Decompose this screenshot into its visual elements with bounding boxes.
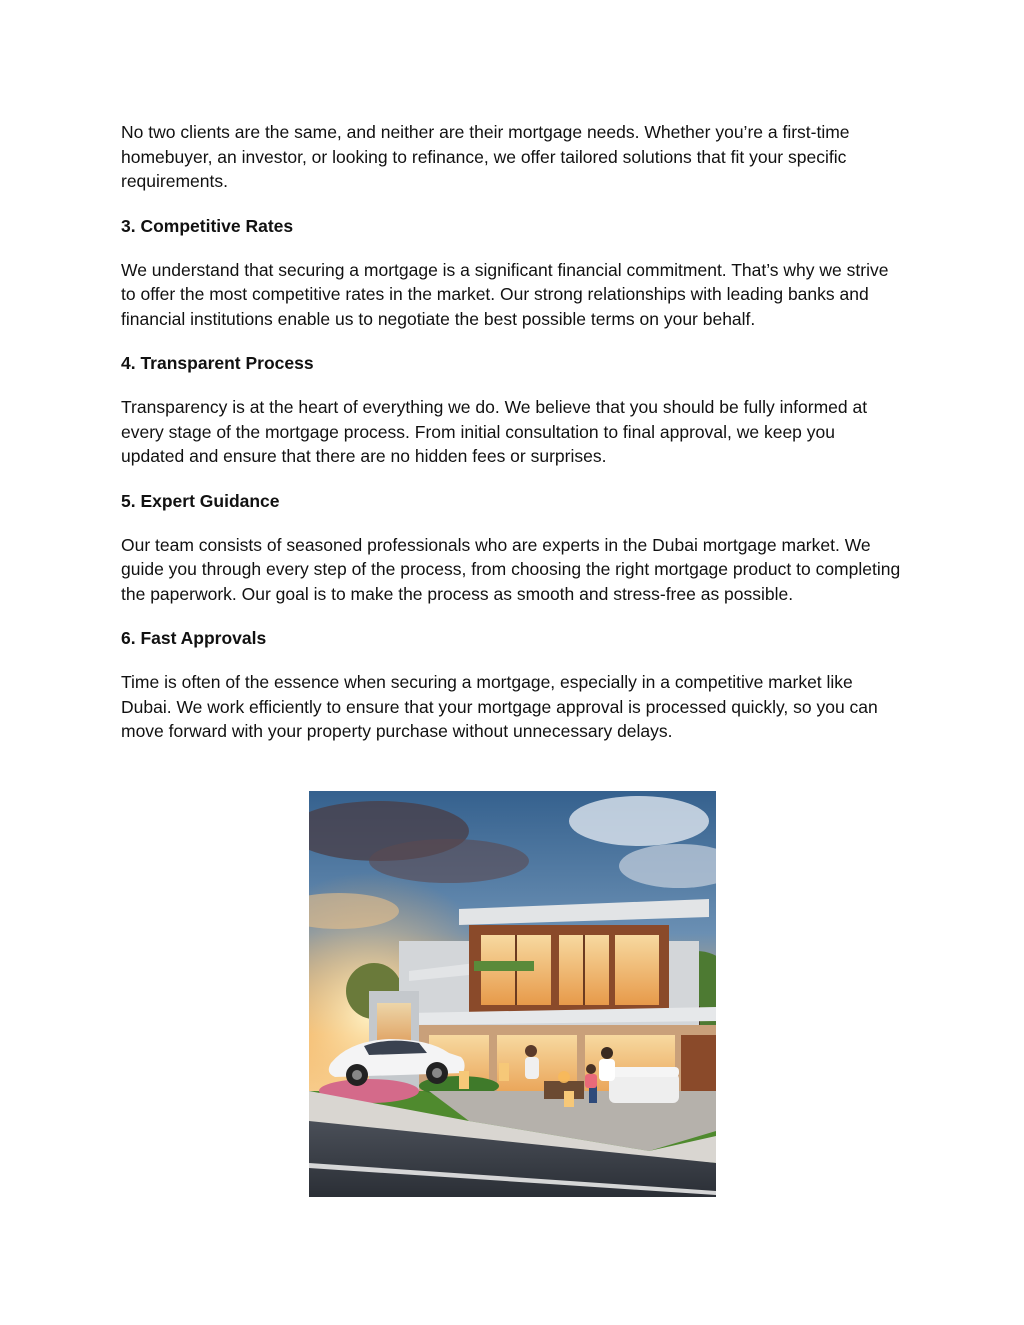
intro-paragraph: No two clients are the same, and neither are their mortgage needs. Whether you’re a first-time homebuyer, an investor, or looking to refinance, we offer tailored solutions that fit your specific requirements. bbox=[121, 122, 850, 191]
section-heading-fast-approvals: 6. Fast Approvals bbox=[121, 628, 267, 648]
document-body bbox=[121, 120, 901, 764]
section-body-transparent-process: Transparency is at the heart of everything we do. We believe that you should be fully informed at every stage of the mortgage process. From initial consultation to final approval, we keep you updated and ensure that there are no hidden fees or surprises. bbox=[121, 397, 868, 466]
house-illustration bbox=[309, 791, 716, 1197]
section-heading-transparent-process: 4. Transparent Process bbox=[121, 353, 314, 373]
section-body-expert-guidance: Our team consists of seasoned professionals who are experts in the Dubai mortgage market. We guide you through every step of the process, from choosing the right mortgage product to completing the paperwork. Our goal is to make the process as smooth and stress-free as possible. bbox=[121, 534, 901, 604]
section-body-fast-approvals: Time is often of the essence when securing a mortgage, especially in a competitive market like Dubai. We work efficiently to ensure that your mortgage approval is processed quickly, so you can move forward with your property purchase without unnecessary delays. bbox=[121, 672, 878, 741]
house-illustration-svg bbox=[309, 791, 716, 1197]
section-body-competitive-rates: We understand that securing a mortgage is a significant financial commitment. That’s why we strive to offer the most competitive rates in the market. Our strong relationships with leading banks and financial institutions enable us to negotiate the best possible terms on your behalf. bbox=[121, 259, 889, 329]
section-heading-competitive-rates: 3. Competitive Rates bbox=[121, 215, 294, 236]
section-heading-expert-guidance: 5. Expert Guidance bbox=[121, 490, 280, 511]
